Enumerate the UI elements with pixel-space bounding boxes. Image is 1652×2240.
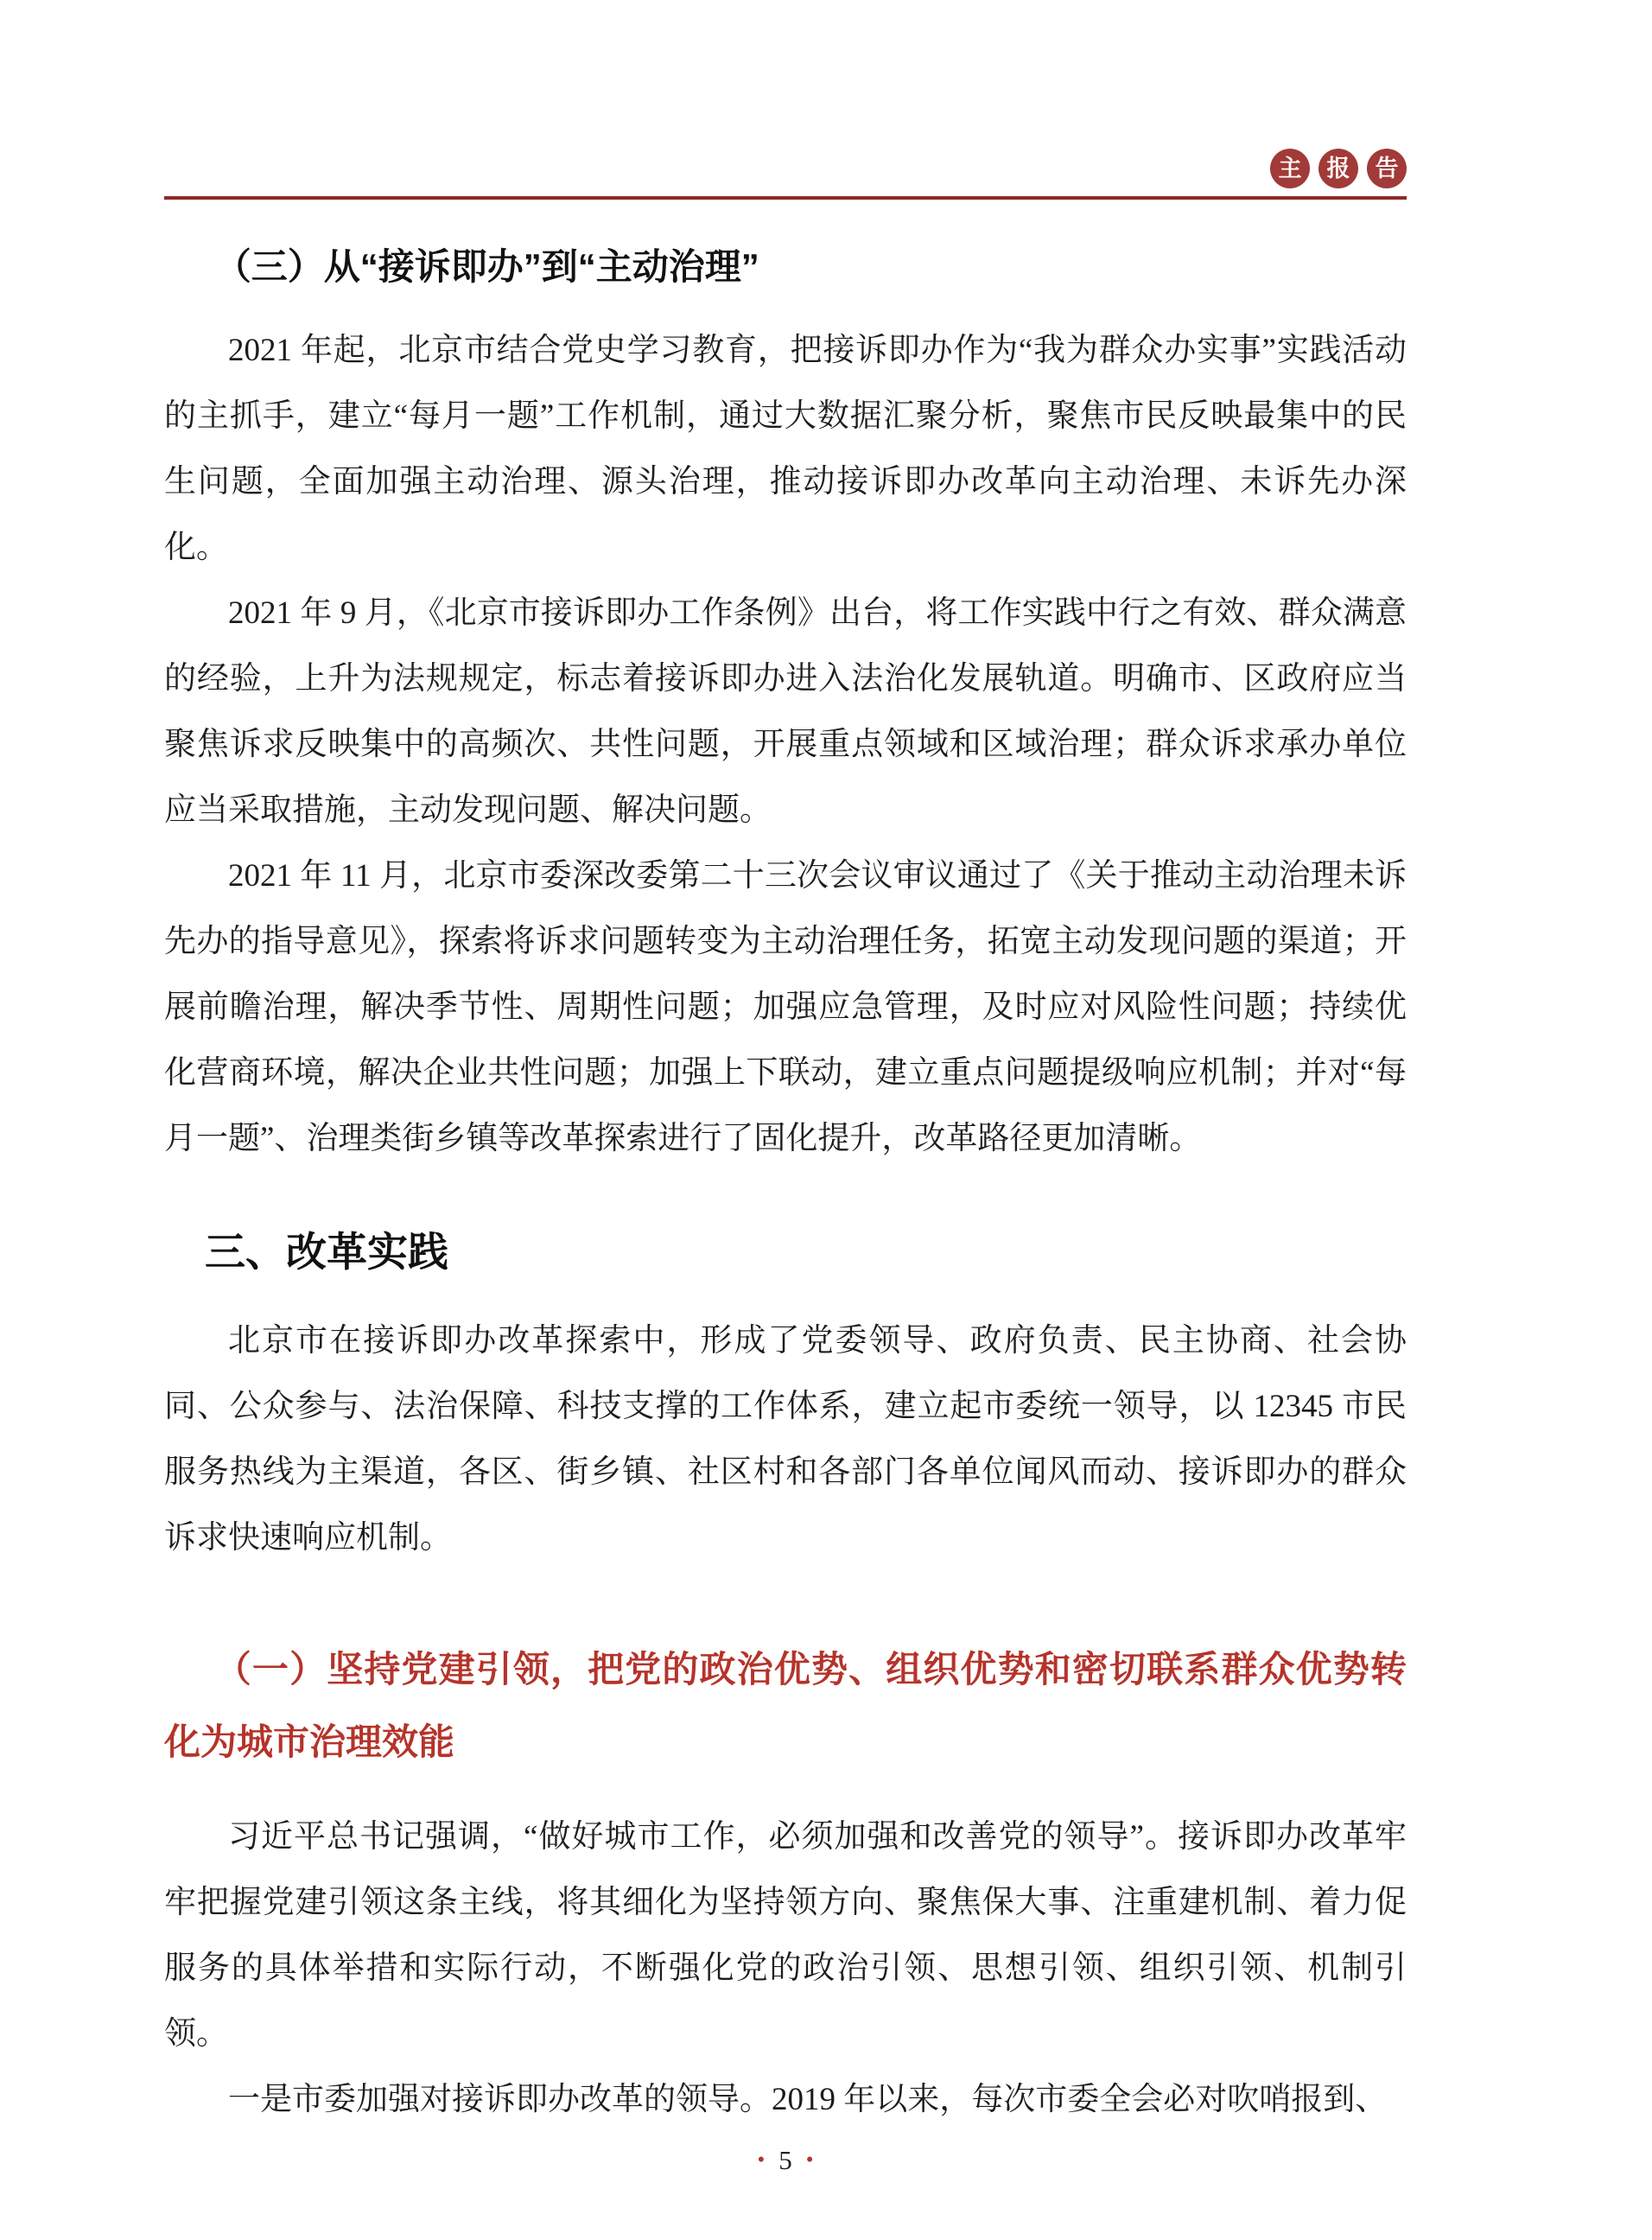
- subsection-heading-3: （三）从“接诉即办”到“主动治理”: [214, 246, 759, 287]
- paragraph: 2021 年起，北京市结合党史学习教育，把接诉即办作为“我为群众办实事”实践活动的主抓手，建立“每月一题”工作机制，通过大数据汇聚分析，聚焦市民反映最集中的民生问题，全面加强主动治理、源头治理，推动接诉即办改革向主动治理、未诉先办深化。: [164, 332, 1407, 565]
- subsection-heading-1-red: （一）坚持党建引领，把党的政治优势、组织优势和密切联系群众优势转化为城市治理效能: [164, 1649, 1407, 1763]
- badge-char-gao: 告: [1367, 149, 1407, 188]
- paragraph: 2021 年 11 月，北京市委深改委第二十三次会议审议通过了《关于推动主动治理未诉先办的指导意见》，探索将诉求问题转变为主动治理任务，拓宽主动发现问题的渠道；开展前瞻治理，解决季节性、周期性问题；加强应急管理，及时应对风险性问题；持续优化营商环境，解决企业共性问题；加强上下联动，建立重点问题提级响应机制；并对“每月一题”、治理类街乡镇等改革探索进行了固化提升，改革路径更加清晰。: [164, 857, 1407, 1156]
- paragraph-block-3: [164, 1804, 1407, 2133]
- paragraph: 2021 年 9 月，《北京市接诉即办工作条例》出台，将工作实践中行之有效、群众满意的经验，上升为法规规定，标志着接诉即办进入法治化发展轨道。明确市、区政府应当聚焦诉求反映集中的高频次、共性问题，开展重点领域和区域治理；群众诉求承办单位应当采取措施，主动发现问题、解决问题。: [164, 595, 1407, 828]
- page-number: 5: [778, 2145, 792, 2175]
- footer-dot-left: •: [757, 2148, 766, 2172]
- report-type-badge: [164, 0, 1407, 188]
- paragraph-block-1: [164, 318, 1407, 1172]
- paragraph: 一是市委加强对接诉即办改革的领导。2019 年以来，每次市委全会必对吹哨报到、: [228, 2082, 1388, 2118]
- paragraph-block-2: [164, 1308, 1407, 1571]
- header-rule: [164, 196, 1407, 200]
- paragraph: 北京市在接诉即办改革探索中，形成了党委领导、政府负责、民主协商、社会协同、公众参与、法治保障、科技支撑的工作体系，建立起市委统一领导，以 12345 市民服务热线为主渠道，各区、街乡镇、社区村和各部门各单位闻风而动、接诉即办的群众诉求快速响应机制。: [164, 1323, 1407, 1556]
- badge-char-bao: 报: [1318, 149, 1358, 188]
- paragraph: 习近平总书记强调，“做好城市工作，必须加强和改善党的领导”。接诉即办改革牢牢把握党建引领这条主线，将其细化为坚持领方向、聚焦保大事、注重建机制、着力促服务的具体举措和实际行动，不断强化党的政治引领、思想引领、组织引领、机制引领。: [164, 1819, 1407, 2052]
- section-heading-reform-practice: 三、改革实践: [205, 1228, 448, 1275]
- page-footer: [164, 2145, 1407, 2176]
- badge-char-zhu: 主: [1270, 149, 1310, 188]
- footer-dot-right: •: [805, 2148, 814, 2172]
- page-content: [164, 0, 1407, 2133]
